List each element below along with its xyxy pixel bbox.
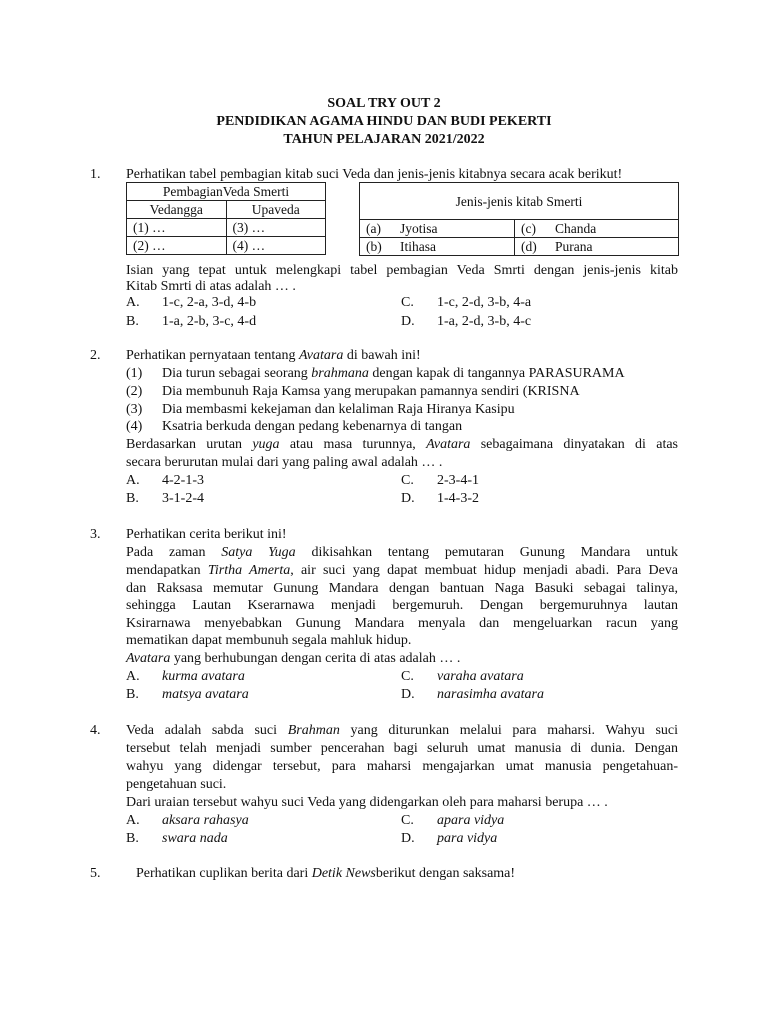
- option-c-key: C.: [401, 669, 414, 684]
- statement-number: (1): [126, 366, 143, 381]
- question-text: Berdasarkan urutan yuga atau masa turunnya, Avatara sebagaimana dinyatakan di atas: [126, 437, 678, 452]
- question-number: 4.: [90, 723, 101, 738]
- table-cell: (b): [360, 238, 395, 256]
- option-c-key: C.: [401, 473, 414, 488]
- option-b-key: B.: [126, 314, 139, 329]
- question-text: Veda adalah sabda suci Brahman yang diturunkan melalui para maharsi. Wahyu suci: [126, 723, 678, 738]
- question-number: 2.: [90, 348, 101, 363]
- table-title: PembagianVeda Smerti: [127, 183, 326, 201]
- question-number: 1.: [90, 167, 101, 182]
- question-text: Dari uraian tersebut wahyu suci Veda yang didengarkan oleh para maharsi berupa … .: [126, 795, 608, 810]
- option-b: 1-a, 2-b, 3-c, 4-d: [162, 314, 257, 329]
- statement: Ksatria berkuda dengan pedang kebenarnya di tangan: [162, 419, 463, 434]
- table-cell: (1) …: [127, 219, 227, 237]
- table-cell: Purana: [549, 238, 679, 256]
- smerti-book-types-table: [359, 182, 679, 256]
- statement: Dia membasmi kekejaman dan kelaliman Raja Hiranya Kasipu: [162, 402, 515, 417]
- school-year: TAHUN PELAJARAN 2021/2022: [283, 132, 485, 147]
- option-d: 1-4-3-2: [437, 491, 479, 506]
- table-title: Jenis-jenis kitab Smerti: [360, 183, 679, 220]
- question-text: Kitab Smrti di atas adalah … .: [126, 279, 296, 294]
- table-cell: Itihasa: [394, 238, 515, 256]
- option-d: para vidya: [437, 831, 498, 846]
- statement-number: (3): [126, 402, 143, 417]
- option-d-key: D.: [401, 687, 415, 702]
- option-a-key: A.: [126, 295, 140, 310]
- table-cell: (a): [360, 220, 395, 238]
- option-a-key: A.: [126, 669, 140, 684]
- statement-number: (2): [126, 384, 143, 399]
- option-a: 1-c, 2-a, 3-d, 4-b: [162, 295, 257, 310]
- question-text: Isian yang tepat untuk melengkapi tabel pembagian Veda Smrti dengan jenis-jenis kitab: [126, 263, 678, 278]
- column-header: Upaveda: [226, 201, 326, 219]
- table-cell: (2) …: [127, 237, 227, 255]
- option-a: aksara rahasya: [162, 813, 249, 828]
- question-stem: Perhatikan cuplikan berita dari Detik Newsberikut dengan saksama!: [136, 866, 516, 881]
- option-d-key: D.: [401, 831, 415, 846]
- option-d-key: D.: [401, 491, 415, 506]
- table-cell: (d): [515, 238, 550, 256]
- story-line: mendapatkan Tirtha Amerta, air suci yang dapat membuat hidup menjadi abadi. Para Deva: [126, 563, 678, 578]
- story-line: Pada zaman Satya Yuga dikisahkan tentang pemutaran Gunung Mandara untuk: [126, 545, 679, 560]
- story-line: Ksirarnawa menyebabkan Gunung Mandara menyala dan mengeluarkan racun yang: [126, 616, 678, 631]
- table-cell: (c): [515, 220, 550, 238]
- story-line: sehingga Lautan Kserarnawa menjadi bergemuruh. Dengan bergemuruhnya lautan: [126, 598, 678, 613]
- statement: Dia membunuh Raja Kamsa yang merupakan pamannya sendiri (KRISNA: [162, 384, 580, 399]
- option-c: apara vidya: [437, 813, 505, 828]
- table-cell: (3) …: [226, 219, 326, 237]
- statement-number: (4): [126, 419, 143, 434]
- subject-title: PENDIDIKAN AGAMA HINDU DAN BUDI PEKERTI: [216, 114, 552, 129]
- option-a-key: A.: [126, 473, 140, 488]
- option-d: 1-a, 2-d, 3-b, 4-c: [437, 314, 532, 329]
- question-text: wahyu yang didengar tersebut, para maharsi mengajarkan umat manusia pengetahuan-: [126, 759, 678, 774]
- question-text: Avatara yang berhubungan dengan cerita di atas adalah … .: [126, 651, 461, 666]
- option-a: 4-2-1-3: [162, 473, 204, 488]
- veda-smerti-division-table: [126, 182, 326, 255]
- option-c-key: C.: [401, 295, 414, 310]
- question-text: pengetahuan suci.: [126, 777, 227, 792]
- story-line: mematikan dapat membunuh segala mahluk hidup.: [126, 633, 412, 648]
- question-stem: Perhatikan cerita berikut ini!: [126, 527, 287, 542]
- question-number: 5.: [90, 866, 101, 881]
- option-c: 1-c, 2-d, 3-b, 4-a: [437, 295, 532, 310]
- option-d: narasimha avatara: [437, 687, 544, 702]
- question-stem: Perhatikan pernyataan tentang Avatara di bawah ini!: [126, 348, 421, 363]
- statement: Dia turun sebagai seorang brahmana dengan kapak di tangannya PARASURAMA: [162, 366, 625, 381]
- option-c: varaha avatara: [437, 669, 524, 684]
- option-a: kurma avatara: [162, 669, 245, 684]
- option-a-key: A.: [126, 813, 140, 828]
- question-text: secara berurutan mulai dari yang paling awal adalah … .: [126, 455, 443, 470]
- option-b-key: B.: [126, 491, 139, 506]
- option-b-key: B.: [126, 687, 139, 702]
- table-cell: Jyotisa: [394, 220, 515, 238]
- option-b: swara nada: [162, 831, 228, 846]
- option-c-key: C.: [401, 813, 414, 828]
- story-line: dan Raksasa memutar Gunung Mandara dengan bantuan Naga Basuki sebagai talinya,: [126, 581, 678, 596]
- question-stem: Perhatikan tabel pembagian kitab suci Veda dan jenis-jenis kitabnya secara acak berikut!: [126, 167, 623, 182]
- column-header: Vedangga: [127, 201, 227, 219]
- question-text: tersebut telah menjadi sumber pencerahan bagi seluruh umat manusia di dunia. Dengan: [126, 741, 678, 756]
- table-cell: (4) …: [226, 237, 326, 255]
- option-c: 2-3-4-1: [437, 473, 479, 488]
- option-b-key: B.: [126, 831, 139, 846]
- option-b: matsya avatara: [162, 687, 249, 702]
- option-d-key: D.: [401, 314, 415, 329]
- exam-title: SOAL TRY OUT 2: [327, 96, 441, 111]
- option-b: 3-1-2-4: [162, 491, 204, 506]
- table-cell: Chanda: [549, 220, 679, 238]
- question-number: 3.: [90, 527, 101, 542]
